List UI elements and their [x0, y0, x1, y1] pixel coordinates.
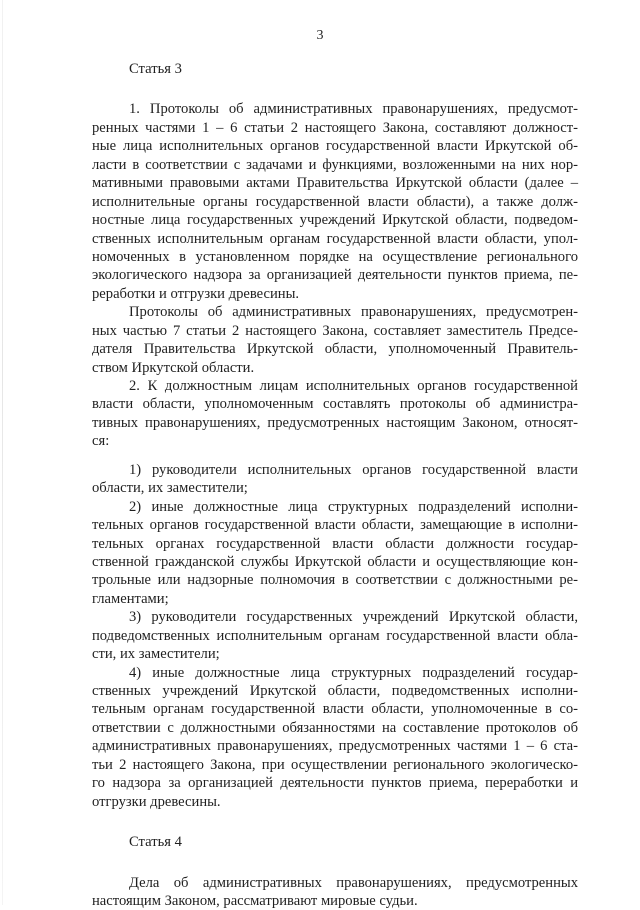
text-line: тельных органах государственной власти области должности государ- [92, 535, 578, 553]
text-line: ные лица исполнительных органов государственной власти Иркутской об- [92, 137, 578, 155]
text-line: ренных частями 1 – 6 статьи 2 настоящего Закона, составляют должност- [92, 119, 578, 137]
list-item-3 [92, 608, 578, 663]
text-line: области, их заместители; [92, 479, 578, 497]
article-3-paragraph-3 [92, 377, 578, 451]
article-3-paragraph-1 [92, 100, 578, 303]
text-line: подведомственных исполнительным органам государственной власти обла- [92, 627, 578, 645]
text-line: тивных правонарушениях, предусмотренных настоящим Законом, относят- [92, 414, 578, 432]
text-line: отгрузки древесины. [92, 793, 578, 811]
text-line: тельных органов государственной власти области, замещающие в исполни- [92, 516, 578, 534]
text-line: гламентами; [92, 590, 578, 608]
text-line: го надзора за организацией деятельности пунктов приема, переработки и [92, 774, 578, 792]
text-line: мативными правовыми актами Правительства Иркутской области (далее – [92, 174, 578, 192]
list-item-4 [92, 664, 578, 812]
text-line: номоченных в установленном порядке на осуществление регионального [92, 248, 578, 266]
text-line: 2. К должностным лицам исполнительных органов государственной [92, 377, 578, 395]
text-line: экологического надзора за организацией деятельности пунктов приема, пе- [92, 266, 578, 284]
text-line: ством Иркутской области. [92, 359, 578, 377]
text-line: Протоколы об административных правонарушениях, предусмотрен- [92, 303, 578, 321]
text-line: 1. Протоколы об административных правонарушениях, предусмот- [92, 100, 578, 118]
page-number: 3 [0, 28, 640, 44]
text-line: сти, их заместители; [92, 645, 578, 663]
text-line: ных частью 7 статьи 2 настоящего Закона, составляет заместитель Предсе- [92, 322, 578, 340]
scan-edge [2, 0, 3, 905]
list-item-1 [92, 461, 578, 498]
text-line: 4) иные должностные лица структурных подразделений государ- [92, 664, 578, 682]
text-line: дателя Правительства Иркутской области, уполномоченный Правитель- [92, 340, 578, 358]
text-line: власти области, уполномоченным составлять протоколы об администра- [92, 395, 578, 413]
document-body [92, 60, 578, 910]
text-line: реработки и отгрузки древесины. [92, 285, 578, 303]
list-item-2 [92, 498, 578, 609]
text-line: ственной гражданской службы Иркутской области и осуществляющие кон- [92, 553, 578, 571]
text-line: трольные или надзорные полномочия в соответствии с должностными ре- [92, 571, 578, 589]
text-line: тельным органам государственной власти области, уполномоченные в со- [92, 700, 578, 718]
text-line: ответствии с должностными обязанностями на составление протоколов об [92, 719, 578, 737]
text-line: тьи 2 настоящего Закона, при осуществлении регионального экологическо- [92, 756, 578, 774]
article-4-heading: Статья 4 [92, 833, 578, 851]
text-line: ся: [92, 432, 578, 450]
text-line: исполнительные органы государственной власти области), а также долж- [92, 193, 578, 211]
text-line: ласти в соответствии с задачами и функциями, возложенными на них нор- [92, 156, 578, 174]
text-line: 1) руководители исполнительных органов государственной власти [92, 461, 578, 479]
text-line: административных правонарушениях, предусмотренных частями 1 – 6 ста- [92, 737, 578, 755]
text-line: ностные лица государственных учреждений Иркутской области, подведом- [92, 211, 578, 229]
text-line: Дела об административных правонарушениях, предусмотренных [92, 874, 578, 892]
text-line: настоящим Законом, рассматривают мировые судьи. [92, 892, 578, 910]
text-line: 3) руководители государственных учреждений Иркутской области, [92, 608, 578, 626]
text-line: ственных исполнительным органам государственной власти области, упол- [92, 230, 578, 248]
article-3-paragraph-2 [92, 303, 578, 377]
text-line: ственных учреждений Иркутской области, подведомственных исполни- [92, 682, 578, 700]
article-3-heading: Статья 3 [92, 60, 578, 78]
text-line: 2) иные должностные лица структурных подразделений исполни- [92, 498, 578, 516]
